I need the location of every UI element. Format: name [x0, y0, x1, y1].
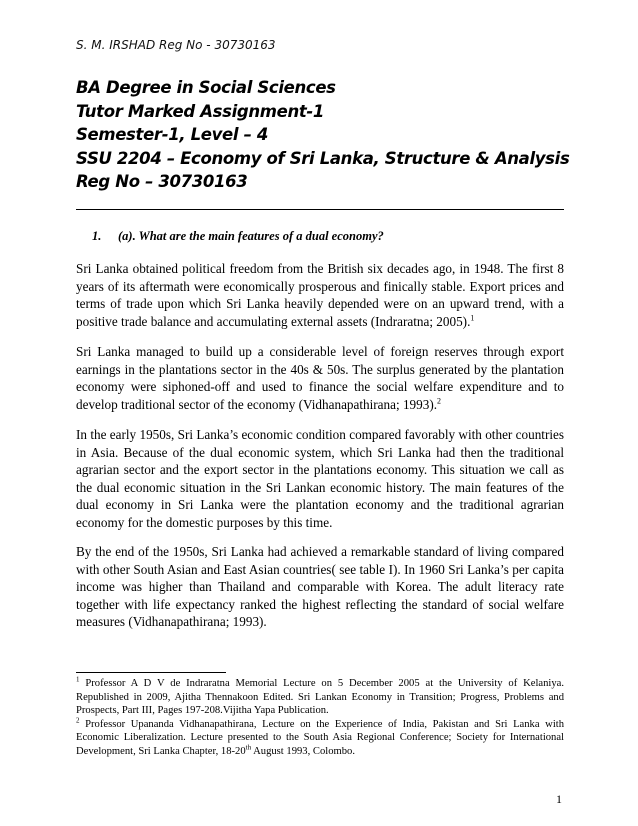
footnote-2-text: Professor Upananda Vidhanapathirana, Lecture on the Experience of India, Pakistan and Sri Lanka with Economic Liberalization. Lecture presented to the South Asia Regional Conference; Society for International Development, Sri Lanka Chapter, 18-20: [76, 718, 564, 757]
footnote-2-ordinal: th: [245, 743, 252, 752]
question-number: 1.: [92, 229, 102, 243]
paragraph-4: By the end of the 1950s, Sri Lanka had achieved a remarkable standard of living compared with other South Asian and East Asian countries( see table I). In 1960 Sri Lanka’s per capita income was higher than Thailand and comparable with Korea. The adult literacy rate together with life expectancy ranked the highest reflecting the standard of social welfare measures (Vidhanapathirana; 1993).: [76, 544, 564, 629]
running-header: S. M. IRSHAD Reg No - 30730163: [76, 38, 276, 52]
footnote-2: [76, 718, 564, 759]
footnote-1-mark: 1: [76, 675, 80, 684]
question-heading: [92, 229, 384, 244]
footnote-ref-2: 2: [437, 396, 442, 406]
paragraph-2: [76, 343, 564, 413]
paragraph-1-text: Sri Lanka obtained political freedom from the British six decades ago, in 1948. The first 8 years of its aftermath were economically prosperous and finically stable. Export prices and terms of trade upon which Sri Lanka heavily depended were on an upward trend, with a positive trade balance and accumulating external assets (Indraratna; 2005).: [76, 261, 564, 329]
footnote-1: [76, 677, 564, 718]
footnote-2-text-end: August 1993, Colombo.: [251, 745, 355, 757]
page-number: 1: [556, 792, 562, 806]
title-divider: [76, 209, 564, 210]
paragraph-3: In the early 1950s, Sri Lanka’s economic condition compared favorably with other countries in Asia. Because of the dual economic system, which Sri Lanka had then the traditional agrarian sector and the export sector in the plantations economy. This situation we call as the dual economic situation in the Sri Lankan economic history. The main features of the dual economy in Sri Lanka were the plantation economy and the traditional agrarian economy for the domestic purposes by this time.: [76, 427, 564, 530]
question-text: (a). What are the main features of a dual economy?: [118, 229, 384, 243]
title-assignment: Tutor Marked Assignment-1: [76, 101, 325, 121]
footnote-2-mark: 2: [76, 716, 80, 725]
title-block: [76, 76, 576, 194]
footnote-1-text: Professor A D V de Indraratna Memorial Lecture on 5 December 2005 at the University of Kelaniya. Republished in 2009, Ajitha Thennakoon Edited. Sri Lankan Economy in Transition; Progress, Problems and Prospects, Part III, Pages 197-208.Vijitha Yapa Publication.: [76, 678, 564, 717]
footnotes: [76, 677, 564, 759]
title-reg-no: Reg No – 30730163: [76, 172, 248, 191]
title-semester: Semester-1, Level – 4: [76, 125, 269, 144]
footnote-ref-1: 1: [470, 313, 475, 323]
paragraph-2-text: Sri Lanka managed to build up a considerable level of foreign reserves through export earnings in the plantations sector in the 40s & 50s. The surplus generated by the plantation economy were siphoned-off and used to finance the social welfare expenditure and to develop traditional sector of the economy (Vidhanapathirana; 1993).: [76, 344, 564, 412]
paragraph-1: [76, 260, 564, 330]
footnote-separator: [76, 672, 226, 673]
title-degree: BA Degree in Social Sciences: [76, 78, 336, 97]
title-course: SSU 2204 – Economy of Sri Lanka, Structure & Analysis: [76, 148, 570, 168]
